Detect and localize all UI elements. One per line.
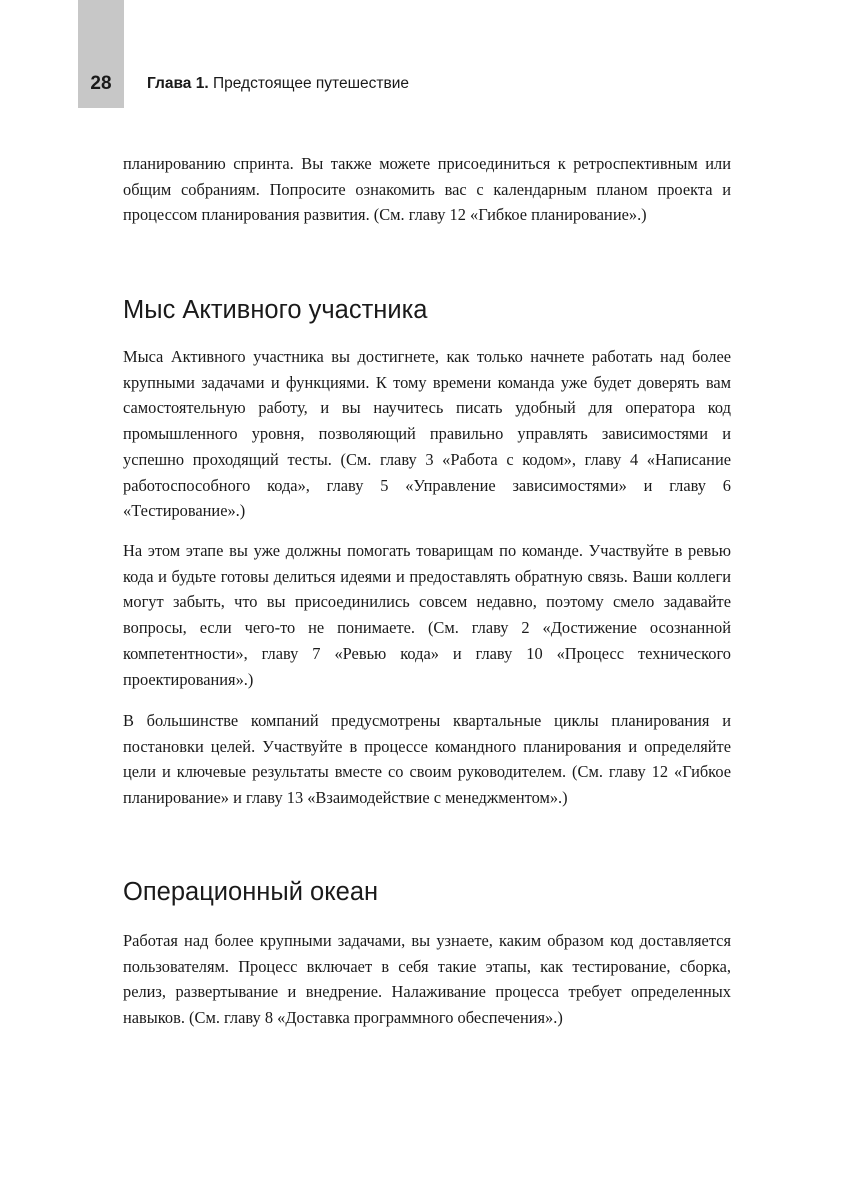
running-header xyxy=(147,74,409,94)
section-heading-active-participant: Мыс Активного участника xyxy=(123,296,428,324)
paragraph-quarterly-planning: В большинстве компаний предусмотрены квартальные циклы планирования и постановки целей. Участвуйте в процессе командного планирования и определяйте цели и ключевые результаты вместе со своим руководителем. (См. главу 12 «Гибкое планирование» и главу 13 «Взаимодействие с менеджментом».) xyxy=(123,711,731,808)
chapter-title: Предстоящее путешествие xyxy=(212,75,409,92)
paragraph-active-participant: Мыса Активного участника вы достигнете, как только начнете работать над более крупными задачами и функциями. К тому времени команда уже будет доверять вам самостоятельную работу, и вы научитесь писать удобный для оператора код промышленного уровня, позволяющий правильно управлять зависимостями и успешно проходящий тесты. (См. главу 3 «Работа с кодом», главу 4 «Написание работоспособного кода», главу 5 «Управление зависимостями» и главу 6 «Тестирование».) xyxy=(123,347,731,521)
page-number: 28 xyxy=(90,73,112,94)
paragraph-intro: планированию спринта. Вы также можете присоединиться к ретроспективным или общим собраниям. Попросите ознакомить вас с календарным планом проекта и процессом планирования развития. (См. главу 12 «Гибкое планирование».) xyxy=(123,154,731,225)
section-heading-operations-ocean: Операционный океан xyxy=(123,878,379,906)
chapter-label: Глава 1. xyxy=(147,75,209,92)
paragraph-operations: Работая над более крупными задачами, вы узнаете, каким образом код доставляется пользователям. Процесс включает в себя такие этапы, как тестирование, сборка, релиз, развертывание и внедрение. Налаживание процесса требует определенных навыков. (См. главу 8 «Доставка программного обеспечения».) xyxy=(123,931,731,1028)
paragraph-help-teammates: На этом этапе вы уже должны помогать товарищам по команде. Участвуйте в ревью кода и будьте готовы делиться идеями и предоставлять обратную связь. Ваши коллеги могут забыть, что вы присоединились совсем недавно, поэтому смело задавайте вопросы, если чего-то не понимаете. (См. главу 2 «Достижение осознанной компетентности», главу 7 «Ревью кода» и главу 10 «Процесс технического проектирования».) xyxy=(123,541,731,689)
